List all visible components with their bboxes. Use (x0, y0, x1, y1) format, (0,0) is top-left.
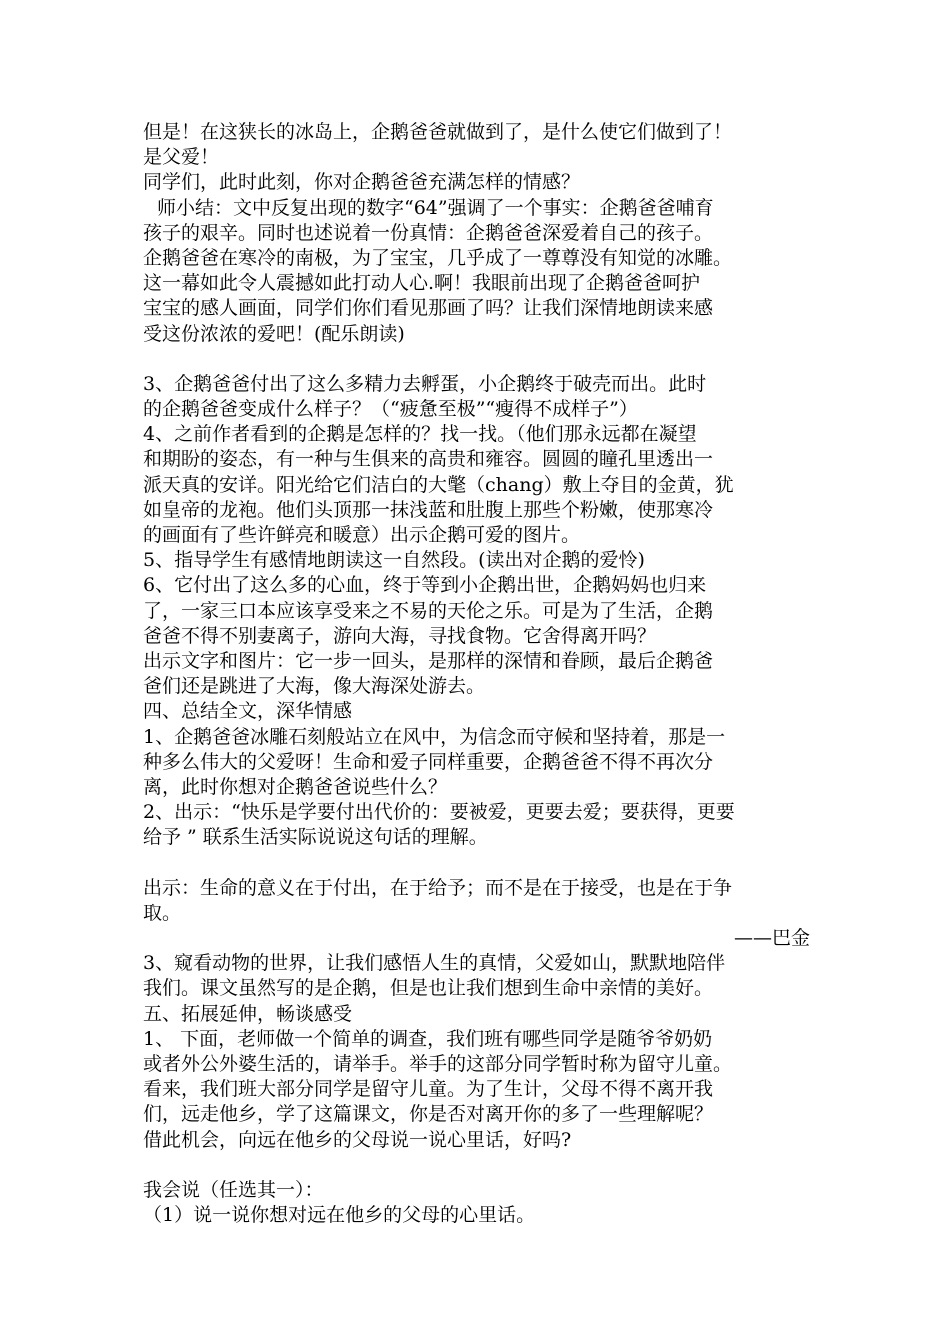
text-line: 受这份浓浓的爱吧！(配乐朗读) (143, 322, 405, 345)
text-line: 给予 ” 联系生活实际说说这句话的理解。 (143, 826, 488, 849)
text-line: 了，一家三口本应该享受来之不易的天伦之乐。可是为了生活，企鹅 (143, 599, 714, 622)
text-line: 或者外公外婆生活的，请举手。举手的这部分同学暂时称为留守儿童。 (143, 1052, 733, 1075)
text-line: 和期盼的姿态，有一种与生俱来的高贵和雍容。圆圆的瞳孔里透出一 (143, 448, 714, 471)
blank-line (143, 850, 810, 875)
text-line: 但是！在这狭长的冰岛上，企鹅爸爸就做到了，是什么使它们做到了！ (143, 121, 733, 143)
text-line: 爸爸不得不别妻离子，游向大海，寻找食物。它舍得离开吗？ (143, 624, 657, 647)
text-line: 借此机会，向远在他乡的父母说一说心里话，好吗? (143, 1128, 572, 1151)
text-line: 6、它付出了这么多的心血，终于等到小企鹅出世，企鹅妈妈也归来 (143, 574, 707, 597)
text-line: 3、企鹅爸爸付出了这么多精力去孵蛋，小企鹅终于破壳而出。此时 (143, 372, 707, 395)
text-line: 宝宝的感人画面，同学们你们看见那画了吗？让我们深情地朗读来感 (143, 297, 714, 320)
text-line: 离，此时你想对企鹅爸爸说些什么？ (143, 775, 448, 798)
text-line: （1）说一说你想对远在他乡的父母的心里话。 (143, 1204, 536, 1227)
text-line: 的企鹅爸爸变成什么样子？（“疲惫至极”“瘦得不成样子”） (143, 398, 638, 421)
text-line: 是父爱！ (143, 146, 220, 169)
text-line: 企鹅爸爸在寒冷的南极，为了宝宝，几乎成了一尊尊没有知觉的冰雕。 (143, 246, 733, 269)
text-line: 我会说（任选其一）： (143, 1178, 324, 1201)
blank-line (143, 347, 810, 372)
text-line: 师小结：文中反复出现的数字“64”强调了一个事实：企鹅爸爸哺育 (157, 196, 714, 219)
text-line: 同学们，此时此刻，你对企鹅爸爸充满怎样的情感？ (143, 171, 581, 194)
text-line: 2、出示：“快乐是学要付出代价的：要被爱，更要去爱；要获得，更要 (143, 801, 735, 824)
text-line: 取。 (143, 901, 182, 924)
text-line: 5、指导学生有感情地朗读这一自然段。(读出对企鹅的爱怜) (143, 549, 645, 572)
text-line: 种多么伟大的父爱呀！生命和爱子同样重要，企鹅爸爸不得不再次分 (143, 750, 714, 773)
quote-attribution: ——巴金 (733, 927, 810, 949)
text-line: 孩子的艰辛。同时也述说着一份真情：企鹅爸爸深爱着自己的孩子。 (143, 221, 714, 244)
text-line: 4、之前作者看到的企鹅是怎样的？找一找。（他们那永远都在凝望 (143, 423, 697, 446)
text-line: 这一幕如此令人震撼如此打动人心.啊！我眼前出现了企鹅爸爸呵护 (143, 272, 701, 295)
text-line: 们，远走他乡，学了这篇课文，你是否对离开你的多了一些理解呢？ (143, 1103, 714, 1126)
text-line: 的画面有了些许鲜亮和暖意）出示企鹅可爱的图片。 (143, 524, 581, 546)
text-line: 我们。课文虽然写的是企鹅，但是也让我们想到生命中亲情的美好。 (143, 977, 714, 1000)
text-line: 3、窥看动物的世界，让我们感悟人生的真情，父爱如山，默默地陪伴 (143, 952, 726, 975)
section-heading: 五、拓展延伸，畅谈感受 (143, 1002, 353, 1025)
text-line: 派天真的安详。阳光给它们洁白的大氅（chang）敷上夺目的金黄，犹 (143, 473, 734, 496)
text-line: 出示：生命的意义在于付出，在于给予；而不是在于接受，也是在于争 (143, 876, 733, 899)
text-line: 爸们还是跳进了大海，像大海深处游去。 (143, 675, 486, 698)
text-line: 1、企鹅爸爸冰雕石刻般站立在风中，为信念而守候和坚持着，那是一 (143, 725, 726, 748)
blank-line (143, 1153, 810, 1178)
text-line: 出示文字和图片：它一步一回头，是那样的深情和眷顾，最后企鹅爸 (143, 649, 714, 672)
text-line: 1、 下面，老师做一个简单的调查，我们班有哪些同学是随爷爷奶奶 (143, 1027, 713, 1050)
text-line: 如皇帝的龙袍。他们头顶那一抹浅蓝和肚腹上那些个粉嫩，使那寒冷 (143, 498, 714, 521)
text-line: 看来，我们班大部分同学是留守儿童。为了生计，父母不得不离开我 (143, 1078, 714, 1101)
document-body (143, 120, 810, 1228)
section-heading: 四、总结全文，深华情感 (143, 700, 353, 723)
